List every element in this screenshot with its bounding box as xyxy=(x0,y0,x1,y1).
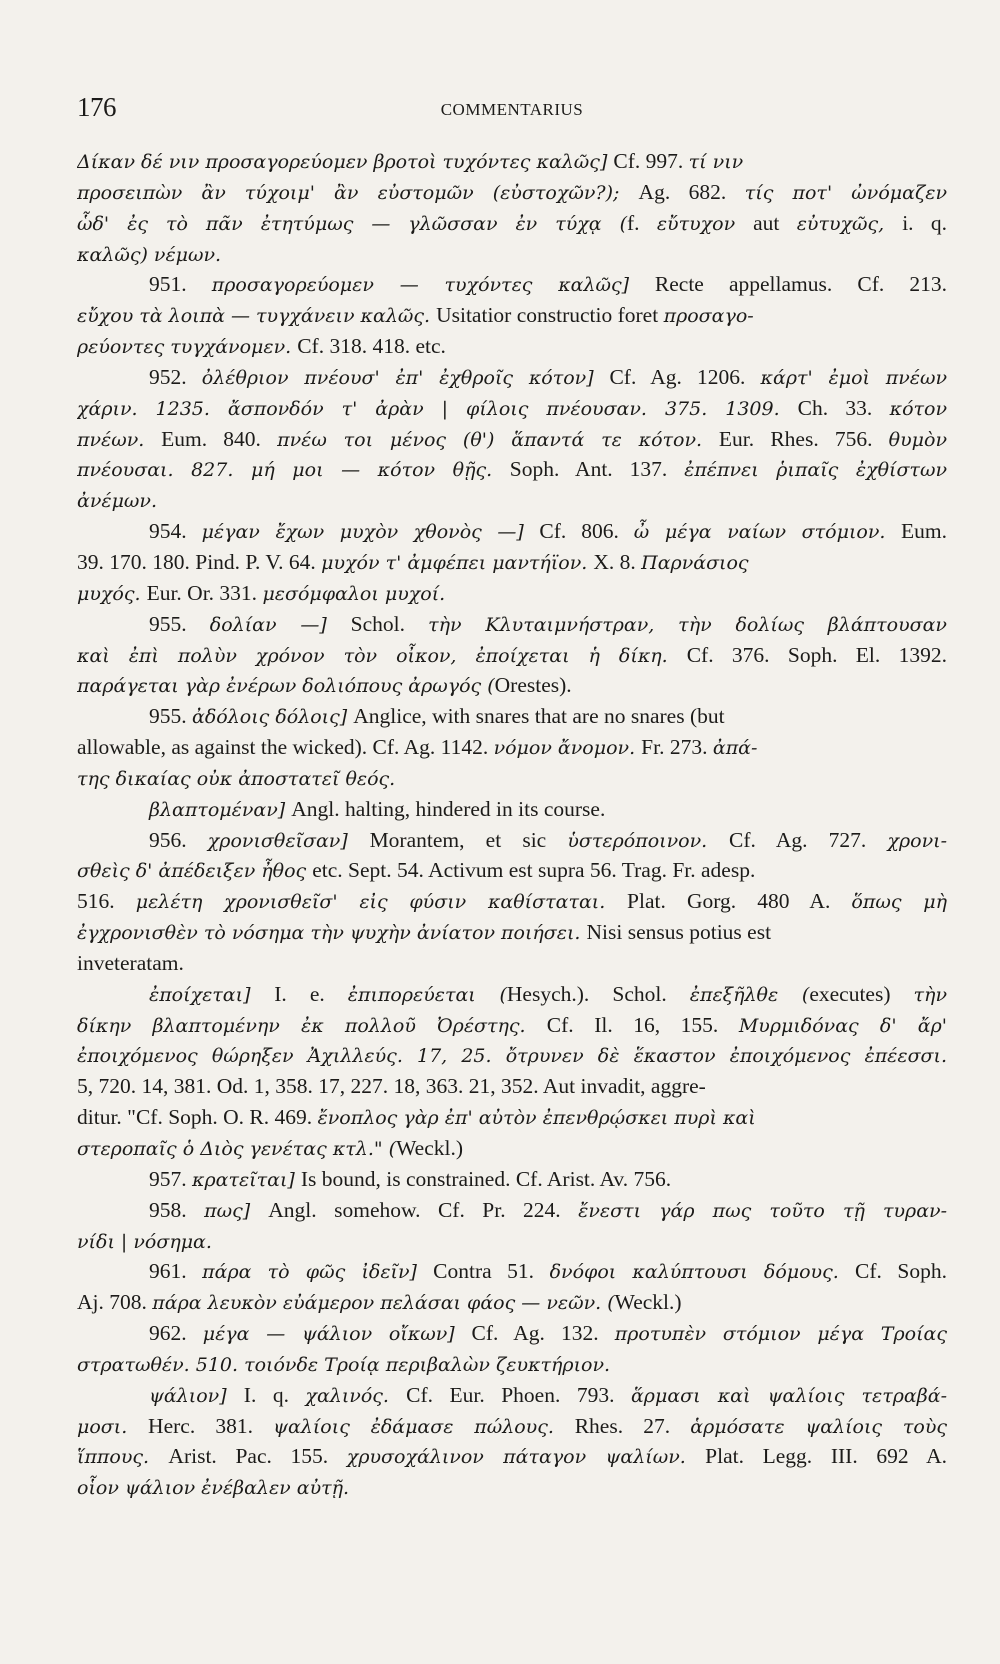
text-line: 957. κρατεῖται] Is bound, is constrained. Cf. Arist. Av. 756. xyxy=(149,1166,672,1191)
text-line: 516. μελέτη χρονισθεῖσ' εἰς φύσιν καθίσταται. Plat. Gorg. 480 A. ὅπως μὴ xyxy=(77,889,947,914)
text-line: ἵππους. Arist. Pac. 155. χρυσοχάλινον πάταγον ψαλίων. Plat. Legg. III. 692 A. xyxy=(77,1444,947,1469)
page-number: 176 xyxy=(77,92,116,122)
text-line: δίκην βλαπτομένην ἐκ πολλοῦ Ὀρέστης. Cf. Il. 16, 155. Μυρμιδόνας δ' ἄρ' xyxy=(77,1012,947,1037)
text-line: 39. 170. 180. Pind. P. V. 64. μυχόν τ' ἀμφέπει μαντήϊον. X. 8. Παρνάσιος xyxy=(77,549,749,574)
text-line: ὧδ' ἐς τὸ πᾶν ἐτητύμως — γλῶσσαν ἐν τύχᾳ (f. εὔτυχον aut εὐτυχῶς, i. q. xyxy=(77,210,947,235)
text-line: inveteratam. xyxy=(77,950,184,975)
text-line: στρατωθέν. 510. τοιόνδε Τροίᾳ περιβαλὼν ζευκτήριον. xyxy=(77,1353,611,1376)
text-line: στεροπαῖς ὁ Διὸς γενέτας κτλ." (Weckl.) xyxy=(77,1136,463,1160)
text-line: 951. προσαγορεύομεν — τυχόντες καλῶς] Recte appellamus. Cf. 213. xyxy=(149,272,947,297)
text-line: πνέων. Eum. 840. πνέω τοι μένος (θ') ἅπαντά τε κότον. Eur. Rhes. 756. θυμὸν xyxy=(77,426,947,451)
text-line: ἀνέμων. xyxy=(77,490,158,513)
text-line: ἐποίχεται] I. e. ἐπιπορεύεται (Hesych.). Schol. ἐπεξῆλθε (executes) τὴν xyxy=(149,981,947,1006)
text-line: οἷον ψάλιον ἐνέβαλεν αὐτῇ. xyxy=(77,1477,350,1500)
text-line: καὶ ἐπὶ πολὺν χρόνον τὸν οἶκον, ἐποίχεται ἡ δίκη. Cf. 376. Soph. El. 1392. xyxy=(77,642,947,667)
text-line: ρεύοντες τυγχάνομεν. Cf. 318. 418. etc. xyxy=(77,334,446,359)
text-line: 958. πως] Angl. somehow. Cf. Pr. 224. ἔνεστι γάρ πως τοῦτο τῇ τυραν- xyxy=(149,1197,947,1222)
page-header xyxy=(77,92,947,132)
text-line: χάριν. 1235. ἄσπονδόν τ' ἀρὰν | φίλοις πνέουσαν. 375. 1309. Ch. 33. κότον xyxy=(77,395,947,420)
text-line: 962. μέγα — ψάλιον οἴκων] Cf. Ag. 132. προτυπὲν στόμιον μέγα Τροίας xyxy=(149,1321,947,1346)
text-line: 955. ἀδόλοις δόλοις] Anglice, with snares that are no snares (but xyxy=(149,704,725,729)
text-line: 955. δολίαν —] Schol. τὴν Κλυταιμνήστραν, τὴν δολίως βλάπτουσαν xyxy=(149,611,947,636)
text-line: 956. χρονισθεῖσαν] Morantem, et sic ὑστερόποινον. Cf. Ag. 727. χρονι- xyxy=(149,827,947,852)
text-line: νίδι | νόσημα. xyxy=(77,1230,212,1253)
running-head: COMMENTARIUS xyxy=(440,100,584,119)
text-line: καλῶς) νέμων. xyxy=(77,243,222,266)
text-line: παράγεται γὰρ ἐνέρων δολιόπους ἀρωγός (Orestes). xyxy=(77,673,572,698)
text-line: βλαπτομέναν] Angl. halting, hindered in its course. xyxy=(149,796,606,821)
text-line: ditur. "Cf. Soph. O. R. 469. ἔνοπλος γὰρ ἐπ' αὐτὸν ἐπενθρῴσκει πυρὶ καὶ xyxy=(77,1105,756,1130)
text-line: Aj. 708. πάρα λευκὸν εὐάμερον πελάσαι φάος — νεῶν. (Weckl.) xyxy=(77,1290,682,1315)
text-line: προσειπὼν ἂν τύχοιμ' ἂν εὐστομῶν (εὐστοχῶν?); Ag. 682. τίς ποτ' ὠνόμαζεν xyxy=(77,179,947,204)
text-line: Δίκαν δέ νιν προσαγορεύομεν βροτοὶ τυχόντες καλῶς] Cf. 997. τί νιν xyxy=(77,149,744,173)
text-line: 5, 720. 14, 381. Od. 1, 358. 17, 227. 18, 363. 21, 352. Aut invadit, aggre- xyxy=(77,1074,706,1099)
text-line: πνέουσαι. 827. μή μοι — κότον θῇς. Soph. Ant. 137. ἐπέπνει ῥιπαῖς ἐχθίστων xyxy=(77,457,947,482)
text-line: 952. ὀλέθριον πνέουσ' ἐπ' ἐχθροῖς κότον] Cf. Ag. 1206. κάρτ' ἐμοὶ πνέων xyxy=(149,364,947,389)
text-line: 954. μέγαν ἔχων μυχὸν χθονὸς —] Cf. 806. ὦ μέγα ναίων στόμιον. Eum. xyxy=(149,519,947,544)
text-line: σθεὶς δ' ἀπέδειξεν ἦθος etc. Sept. 54. Activum est supra 56. Trag. Fr. adesp. xyxy=(77,858,756,883)
commentary-text xyxy=(77,146,947,1503)
text-line: ψάλιον] I. q. χαλινός. Cf. Eur. Phoen. 793. ἅρμασι καὶ ψαλίοις τετραβά- xyxy=(149,1382,947,1407)
text-line: μυχός. Eur. Or. 331. μεσόμφαλοι μυχοί. xyxy=(77,580,446,605)
text-line: 961. πάρα τὸ φῶς ἰδεῖν] Contra 51. δνόφοι καλύπτουσι δόμους. Cf. Soph. xyxy=(149,1259,947,1284)
text-line: της δικαίας οὐκ ἀποστατεῖ θεός. xyxy=(77,767,396,790)
text-line: εὔχου τὰ λοιπὰ — τυγχάνειν καλῶς. Usitatior constructio foret προσαγο- xyxy=(77,303,754,328)
text-line: ἐγχρονισθὲν τὸ νόσημα τὴν ψυχὴν ἀνίατον ποιήσει. Nisi sensus potius est xyxy=(77,920,772,945)
text-line: μοσι. Herc. 381. ψαλίοις ἐδάμασε πώλους. Rhes. 27. ἁρμόσατε ψαλίοις τοὺς xyxy=(77,1413,947,1438)
text-line: ἐποιχόμενος θώρηξεν Ἀχιλλεύς. 17, 25. ὄτρυνεν δὲ ἕκαστον ἐποιχόμενος ἐπέεσσι. xyxy=(77,1045,947,1068)
text-line: allowable, as against the wicked). Cf. Ag. 1142. νόμον ἄνομον. Fr. 273. ἀπά- xyxy=(77,735,758,760)
